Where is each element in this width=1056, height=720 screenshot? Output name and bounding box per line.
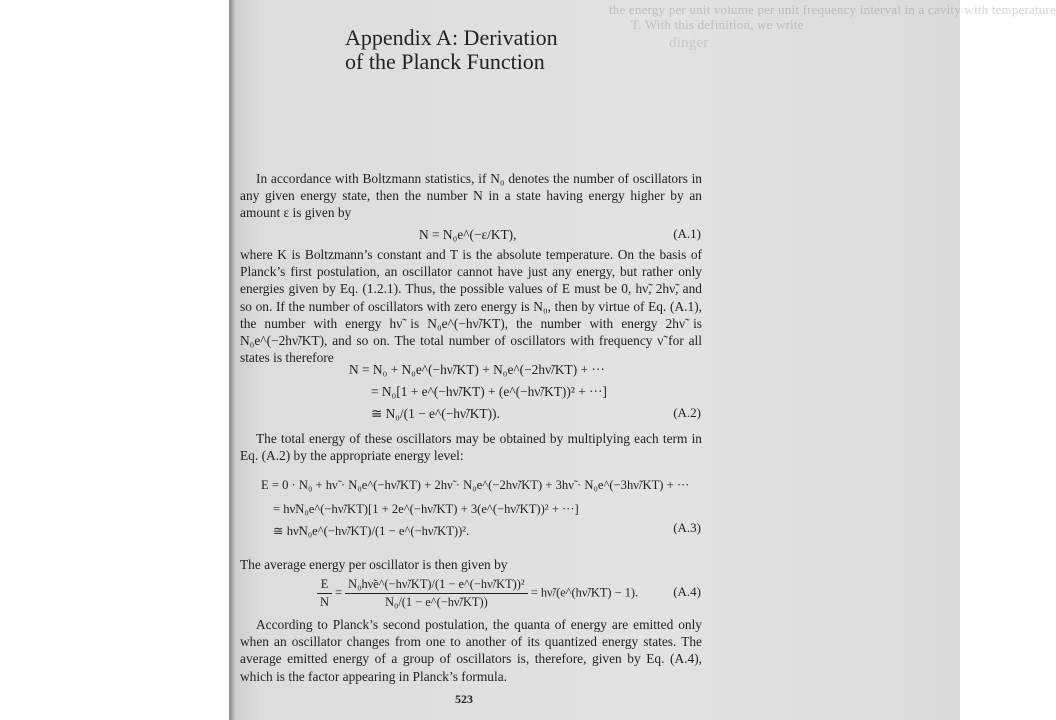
paragraph-second-postulation: According to Planck’s second postulation, the quanta of energy are emitted only when an oscillator changes from one to another of its quantized energy states. The average emitted energy of a group of oscillators is, therefore, given by Eq. (A.4), which is the factor appearing in Planck’s formula. [240, 617, 702, 684]
bleed-through-text: T. With this definition, we write [631, 17, 804, 32]
equation-label-a4: (A.4) [673, 584, 701, 599]
equation-a2-line: N = N₀ + N₀e^(−hν̃/KT) + N₀e^(−2hν̃/KT) + ··· [349, 362, 605, 377]
fraction-denominator: N [320, 595, 329, 609]
title-line: of the Planck Function [345, 49, 545, 74]
fraction-numerator: E [317, 576, 332, 594]
equation-label-a1: (A.1) [673, 226, 701, 241]
equation-a3-line: E = 0 · N₀ + hν̃ · N₀e^(−hν̃/KT) + 2hν̃ · N₀e^(−2hν̃/KT) + 3hν̃ · N₀e^(−3hν̃/KT) + ··· [261, 478, 690, 492]
paragraph-planck-postulation: where K is Boltzmann’s constant and T is the absolute temperature. On the basis of Planck’s first postulation, an oscillator cannot have just any energy, but rather only energies given by Eq. (1.2.1). Thus, the possible values of E must be 0, hν̃, 2hν̃, and so on. If the number of oscillators with zero energy is N₀, then by virtue of Eq. (A.1), the number with energy hν̃ is N₀e^(−hν̃/KT), the number with energy 2hν̃ is N₀e^(−2hν̃/KT), and so on. The total number of oscillators with frequency ν̃ for all states is therefore [240, 247, 702, 366]
equals-sign: = [335, 585, 343, 600]
equation-a3-line: = hν̃N₀e^(−hν̃/KT)[1 + 2e^(−hν̃/KT) + 3(e^(−hν̃/KT))² + ···] [273, 502, 579, 516]
title-line: Appendix A: Derivation [345, 25, 558, 50]
page-title [345, 26, 745, 74]
equation-label-a3: (A.3) [673, 520, 701, 535]
paragraph-average-energy: The average energy per oscillator is then given by [240, 557, 508, 572]
equation-label-a2: (A.2) [673, 405, 701, 420]
scanned-page [229, 0, 1056, 720]
equation-a2-line: ≅ N₀/(1 − e^(−hν̃/KT)). [371, 406, 500, 421]
binding-shadow [229, 0, 235, 720]
equation-a4 [317, 576, 638, 611]
fraction-e-over-n [317, 576, 332, 611]
bleed-through-text: the energy per unit volume per unit frequency interval in a cavity with temperature [609, 2, 1056, 17]
paragraph-boltzmann: In accordance with Boltzmann statistics, if N₀ denotes the number of oscillators in any given energy state, then the number N in a state having energy higher by an amount ε is given by [240, 171, 702, 221]
bleed-through-text: dinger [669, 35, 709, 51]
equation-a2-line: = N₀[1 + e^(−hν̃/KT) + (e^(−hν̃/KT))² + ···] [371, 384, 607, 399]
fraction-main [345, 576, 527, 611]
page-number: 523 [455, 692, 473, 706]
paragraph-total-energy: The total energy of these oscillators may be obtained by multiplying each term in Eq. (A.2) by the appropriate energy level: [240, 431, 702, 464]
fraction-numerator: N₀hν̃e^(−hν̃/KT)/(1 − e^(−hν̃/KT))² [345, 576, 527, 594]
fraction-denominator: N₀/(1 − e^(−hν̃/KT)) [385, 595, 488, 609]
equation-a1: N = N₀e^(−ε/KT), [419, 227, 517, 242]
equation-rhs: = hν̃/(e^(hν̃/KT) − 1). [530, 585, 639, 600]
equation-a3-line: ≅ hν̃N₀e^(−hν̃/KT)/(1 − e^(−hν̃/KT))². [273, 524, 470, 538]
